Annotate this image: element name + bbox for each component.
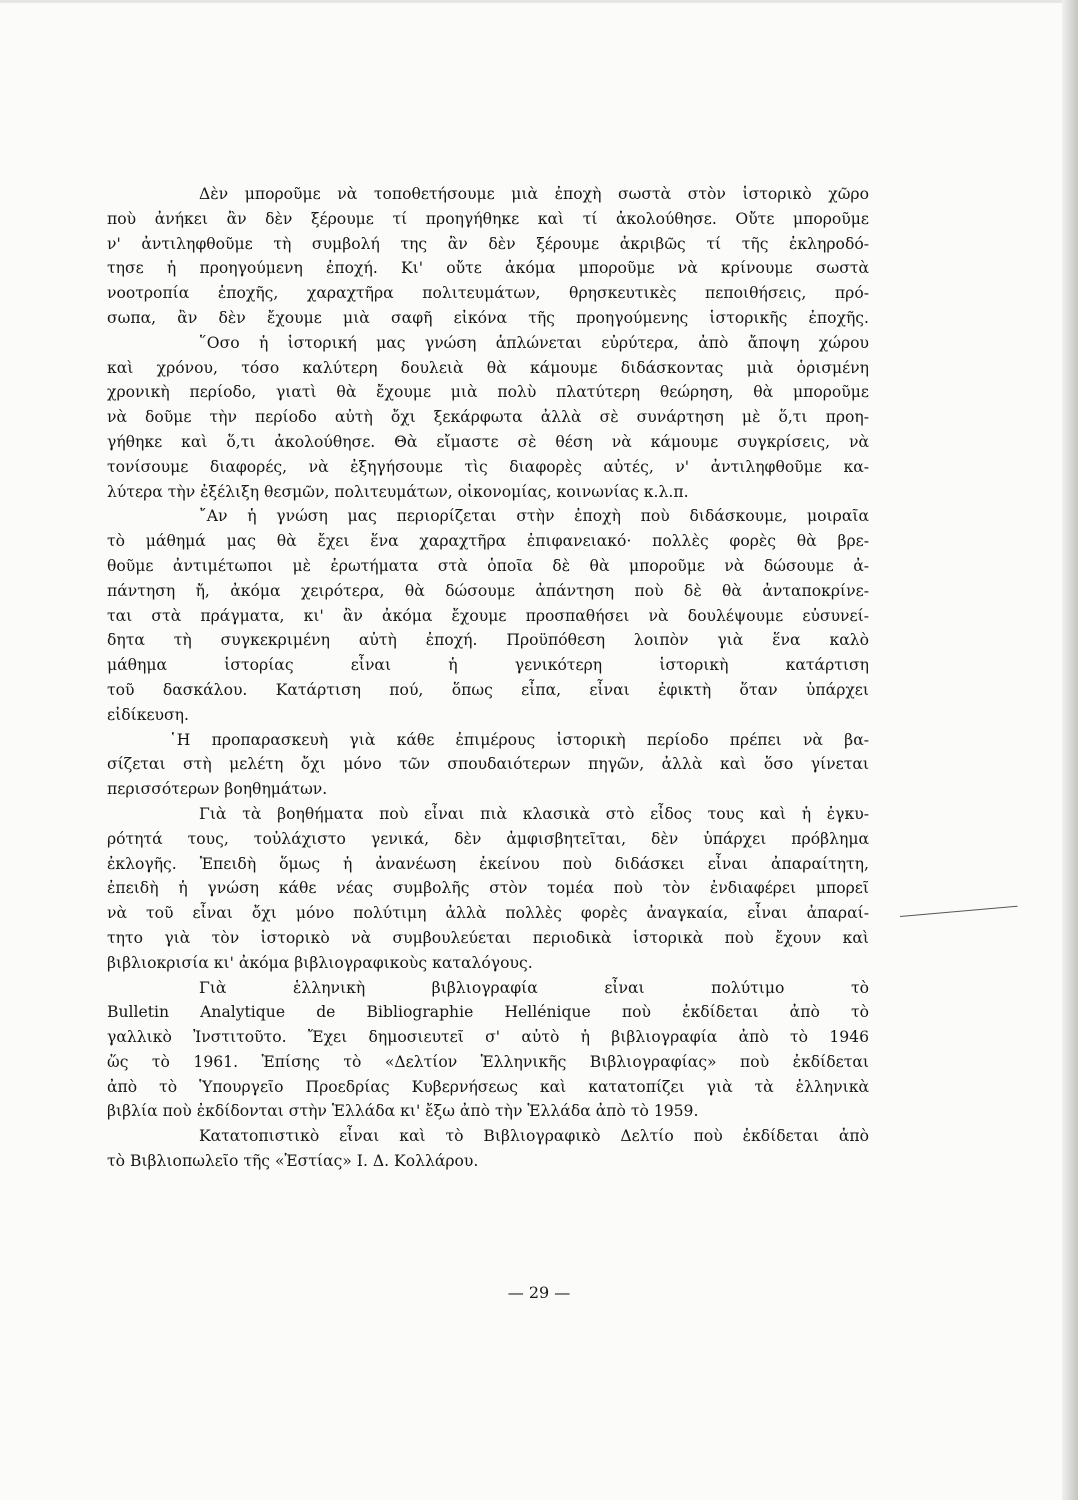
text-line: ῞Οσο ἡ ἱστορική μας γνώση ἁπλώνεται εὐρύτερα, ἀπὸ ἄποψη χώρου: [199, 333, 869, 352]
text-line: τὸ μάθημά μας θὰ ἔχει ἕνα χαραχτῆρα ἐπιφανειακό· πολλὲς φορὲς θὰ βρε-: [107, 532, 869, 551]
page-right-edge: [1062, 0, 1078, 1500]
text-line: πάντηση ἤ, ἀκόμα χειρότερα, θὰ δώσουμε ἀπάντηση ποὺ δὲ θὰ ἀνταποκρίνε-: [107, 581, 869, 600]
text-line: τοῦ δασκάλου. Κατάρτιση πού, ὅπως εἶπα, εἶναι ἐφικτὴ ὅταν ὑπάρχει: [107, 680, 869, 699]
page-number: — 29 —: [507, 1283, 571, 1302]
text-line: νοοτροπία ἐποχῆς, χαραχτῆρα πολιτευμάτων, θρησκευτικὲς πεποιθήσεις, πρό-: [107, 284, 869, 303]
text-line: ρότητά τους, τοὐλάχιστο γενικά, δὲν ἀμφισβητεῖται, δὲν ὑπάρχει πρόβλημα: [107, 829, 869, 848]
text-line: λύτερα τὴν ἐξέλιξη θεσμῶν, πολιτευμάτων, οἰκονομίας, κοινωνίας κ.λ.π.: [107, 482, 689, 501]
text-line: χρονικὴ περίοδο, γιατὶ θὰ ἔχουμε μιὰ πολὺ πλατύτερη θεώρηση, θὰ μποροῦμε: [107, 383, 869, 402]
text-line: νὰ δοῦμε τὴν περίοδο αὐτὴ ὄχι ξεκάρφωτα ἀλλὰ σὲ συνάρτηση μὲ ὅ,τι προη-: [107, 408, 869, 427]
text-line: τητο γιὰ τὸν ἱστορικὸ νὰ συμβουλεύεται περιοδικὰ ἱστορικὰ ποὺ ἔχουν καὶ: [107, 928, 869, 947]
text-line: σίζεται στὴ μελέτη ὄχι μόνο τῶν σπουδαιότερων πηγῶν, ἀλλὰ καὶ ὅσο γίνεται: [107, 755, 869, 774]
text-line: γαλλικὸ Ἰνστιτοῦτο. Ἔχει δημοσιευτεῖ σ' αὐτὸ ἡ βιβλιογραφία ἀπὸ τὸ 1946: [107, 1028, 869, 1047]
text-line: Bulletin Analytique de Bibliographie Hellénique ποὺ ἐκδίδεται ἀπὸ τὸ: [107, 1003, 869, 1022]
text-line: μάθημα ἱστορίας εἶναι ἡ γενικότερη ἱστορικὴ κατάρτιση: [107, 656, 869, 675]
text-line: Κατατοπιστικὸ εἶναι καὶ τὸ Βιβλιογραφικὸ Δελτίο ποὺ ἐκδίδεται ἀπὸ: [199, 1127, 869, 1146]
text-line: τὸ Βιβλιοπωλεῖο τῆς «Ἑστίας» Ι. Δ. Κολλάρου.: [107, 1152, 479, 1171]
text-line: δητα τὴ συγκεκριμένη αὐτὴ ἐποχή. Προϋπόθεση λοιπὸν γιὰ ἕνα καλὸ: [107, 631, 869, 650]
page-top-edge: [0, 0, 1062, 3]
text-line: εἰδίκευση.: [107, 705, 189, 724]
text-line: Δὲν μποροῦμε νὰ τοποθετήσουμε μιὰ ἐποχὴ σωστὰ στὸν ἱστορικὸ χῶρο: [199, 185, 869, 203]
text-line: ἐπειδὴ ἡ γνώση κάθε νέας συμβολῆς στὸν τομέα ποὺ τὸν ἐνδιαφέρει μπορεῖ: [107, 879, 869, 898]
text-line: καὶ χρόνου, τόσο καλύτερη δουλειὰ θὰ κάμουμε διδάσκοντας μιὰ ὁρισμένη: [107, 358, 869, 377]
text-line: θοῦμε ἀντιμέτωποι μὲ ἐρωτήματα στὰ ὁποῖα δὲ θὰ μποροῦμε νὰ δώσουμε ἀ-: [107, 556, 869, 575]
text-line: Γιὰ τὰ βοηθήματα ποὺ εἶναι πιὰ κλασικὰ στὸ εἶδος τους καὶ ἡ ἐγκυ-: [199, 804, 869, 823]
text-line: ποὺ ἀνήκει ἂν δὲν ξέρουμε τί προηγήθηκε καὶ τί ἀκολούθησε. Οὔτε μποροῦμε: [107, 209, 869, 228]
text-line: τησε ἡ προηγούμενη ἐποχή. Κι' οὔτε ἀκόμα μποροῦμε νὰ κρίνουμε σωστὰ: [107, 259, 869, 278]
text-line: τονίσουμε διαφορές, νὰ ἐξηγήσουμε τὶς διαφορὲς αὐτές, ν' ἀντιληφθοῦμε κα-: [107, 457, 869, 476]
text-line: βιβλία ποὺ ἐκδίδονται στὴν Ἑλλάδα κι' ἔξω ἀπὸ τὴν Ἑλλάδα ἀπὸ τὸ 1959.: [107, 1102, 699, 1121]
text-line: ῎Αν ἡ γνώση μας περιορίζεται στὴν ἐποχὴ ποὺ διδάσκουμε, μοιραῖα: [199, 507, 869, 526]
text-line: γήθηκε καὶ ὅ,τι ἀκολούθησε. Θὰ εἴμαστε σὲ θέση νὰ κάμουμε συγκρίσεις, νὰ: [107, 432, 869, 451]
margin-pencil-mark: [900, 906, 1018, 917]
text-line: ὥς τὸ 1961. Ἐπίσης τὸ «Δελτίον Ἑλληνικῆς Βιβλιογραφίας» ποὺ ἐκδίδεται: [107, 1052, 869, 1071]
text-line: ἐκλογῆς. Ἐπειδὴ ὅμως ἡ ἀνανέωση ἐκείνου ποὺ διδάσκει εἶναι ἀπαραίτητη,: [107, 854, 869, 873]
body-text: [107, 182, 869, 1174]
text-line: Γιὰ ἑλληνικὴ βιβλιογραφία εἶναι πολύτιμο τὸ: [199, 978, 869, 997]
text-line: σωπα, ἂν δὲν ἔχουμε μιὰ σαφῆ εἰκόνα τῆς προηγούμενης ἱστορικῆς ἐποχῆς.: [107, 308, 869, 327]
text-line: ν' ἀντιληφθοῦμε τὴ συμβολή της ἂν δὲν ξέρουμε ἀκριβῶς τί τῆς ἐκληροδό-: [107, 234, 869, 253]
text-line: ται στὰ πράγματα, κι' ἂν ἀκόμα ἔχουμε προσπαθήσει νὰ δουλέψουμε εὐσυνεί-: [107, 606, 869, 625]
text-line: περισσότερων βοηθημάτων.: [107, 780, 328, 799]
text-line: νὰ τοῦ εἶναι ὄχι μόνο πολύτιμη ἀλλὰ πολλὲς φορὲς ἀναγκαία, εἶναι ἀπαραί-: [107, 904, 869, 923]
text-line: ἀπὸ τὸ Ὑπουργεῖο Προεδρίας Κυβερνήσεως καὶ κατατοπίζει γιὰ τὰ ἑλληνικὰ: [107, 1077, 869, 1096]
text-line: ῾Η προπαρασκευὴ γιὰ κάθε ἐπιμέρους ἱστορικὴ περίοδο πρέπει νὰ βα-: [169, 730, 869, 749]
text-line: βιβλιοκρισία κι' ἀκόμα βιβλιογραφικοὺς καταλόγους.: [107, 953, 533, 972]
